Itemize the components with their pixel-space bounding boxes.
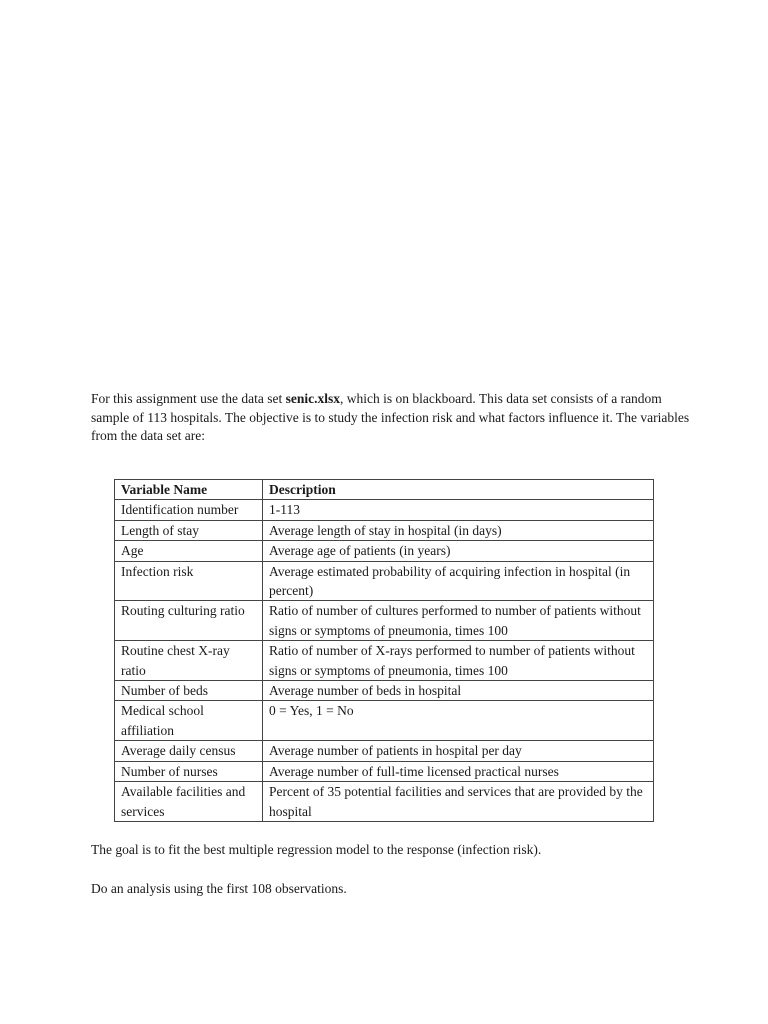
variable-name-cell: Identification number <box>115 500 263 520</box>
variable-name-cell: Age <box>115 541 263 561</box>
description-cell: Ratio of number of cultures performed to number of patients without signs or symptoms of pneumonia, times 100 <box>263 601 654 641</box>
description-cell: Average estimated probability of acquiring infection in hospital (in percent) <box>263 561 654 601</box>
table-row <box>115 641 654 681</box>
table-row <box>115 541 654 561</box>
variable-name-cell: Routing culturing ratio <box>115 601 263 641</box>
variable-name-cell: Routine chest X-ray ratio <box>115 641 263 681</box>
variable-name-cell: Available facilities and services <box>115 782 263 822</box>
table-row <box>115 500 654 520</box>
dataset-filename: senic.xlsx <box>285 391 340 406</box>
variables-table <box>114 479 654 822</box>
table-row <box>115 782 654 822</box>
description-cell: 0 = Yes, 1 = No <box>263 701 654 741</box>
table-row <box>115 681 654 701</box>
variable-name-cell: Number of beds <box>115 681 263 701</box>
description-cell: Average length of stay in hospital (in days) <box>263 520 654 540</box>
goal-paragraph: The goal is to fit the best multiple regression model to the response (infection risk). <box>91 842 542 857</box>
description-cell: Average number of beds in hospital <box>263 681 654 701</box>
description-cell: Average number of patients in hospital per day <box>263 741 654 761</box>
table-row <box>115 601 654 641</box>
table-row <box>115 520 654 540</box>
variable-name-cell: Length of stay <box>115 520 263 540</box>
variable-name-cell: Infection risk <box>115 561 263 601</box>
description-cell: Average age of patients (in years) <box>263 541 654 561</box>
variable-name-cell: Number of nurses <box>115 761 263 781</box>
intro-paragraph <box>91 390 691 446</box>
table-row <box>115 701 654 741</box>
description-cell: Average number of full-time licensed practical nurses <box>263 761 654 781</box>
table-header-row <box>115 480 654 500</box>
variable-name-cell: Average daily census <box>115 741 263 761</box>
table-row <box>115 761 654 781</box>
intro-text-start: For this assignment use the data set <box>91 391 286 406</box>
variable-name-cell: Medical school affiliation <box>115 701 263 741</box>
analysis-instruction: Do an analysis using the first 108 observations. <box>91 881 347 896</box>
table-row <box>115 741 654 761</box>
header-description: Description <box>263 480 654 500</box>
description-cell: 1-113 <box>263 500 654 520</box>
table-row <box>115 561 654 601</box>
intro-text-end: , which is on blackboard. This data set consists of a random sample of 113 hospitals. The objective is to study the infection risk and what factors influence it. The variables from the data set are: <box>91 391 690 443</box>
header-variable-name: Variable Name <box>115 480 263 500</box>
description-cell: Ratio of number of X-rays performed to number of patients without signs or symptoms of pneumonia, times 100 <box>263 641 654 681</box>
description-cell: Percent of 35 potential facilities and services that are provided by the hospital <box>263 782 654 822</box>
